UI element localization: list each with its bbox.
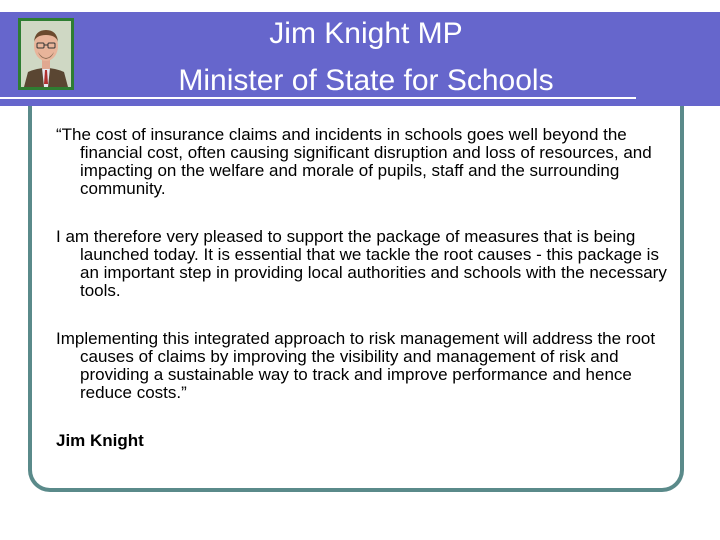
title-name: Jim Knight MP bbox=[269, 17, 463, 50]
quote-content bbox=[56, 126, 676, 467]
title-role: Minister of State for Schools bbox=[178, 64, 554, 97]
quote-paragraph-2: I am therefore very pleased to support the package of measures that is being launched today. It is essential that we tackle the root causes - this package is an important step in providing local authorities and schools with the necessary tools. bbox=[56, 227, 667, 300]
portrait-photo bbox=[18, 18, 74, 90]
quote-paragraph-3: Implementing this integrated approach to risk management will address the root causes of claims by improving the visibility and management of risk and providing a sustainable way to track and improve performance and hence reduce costs.” bbox=[56, 329, 656, 402]
signature: Jim Knight bbox=[56, 431, 144, 450]
title-underline bbox=[0, 97, 636, 99]
quote-paragraph-1: “The cost of insurance claims and incidents in schools goes well beyond the financial cost, often causing significant disruption and loss of resources, and impacting on the welfare and morale of pupils, staff and the surrounding community. bbox=[56, 125, 652, 198]
portrait-icon bbox=[18, 18, 74, 90]
page-title bbox=[96, 12, 636, 100]
